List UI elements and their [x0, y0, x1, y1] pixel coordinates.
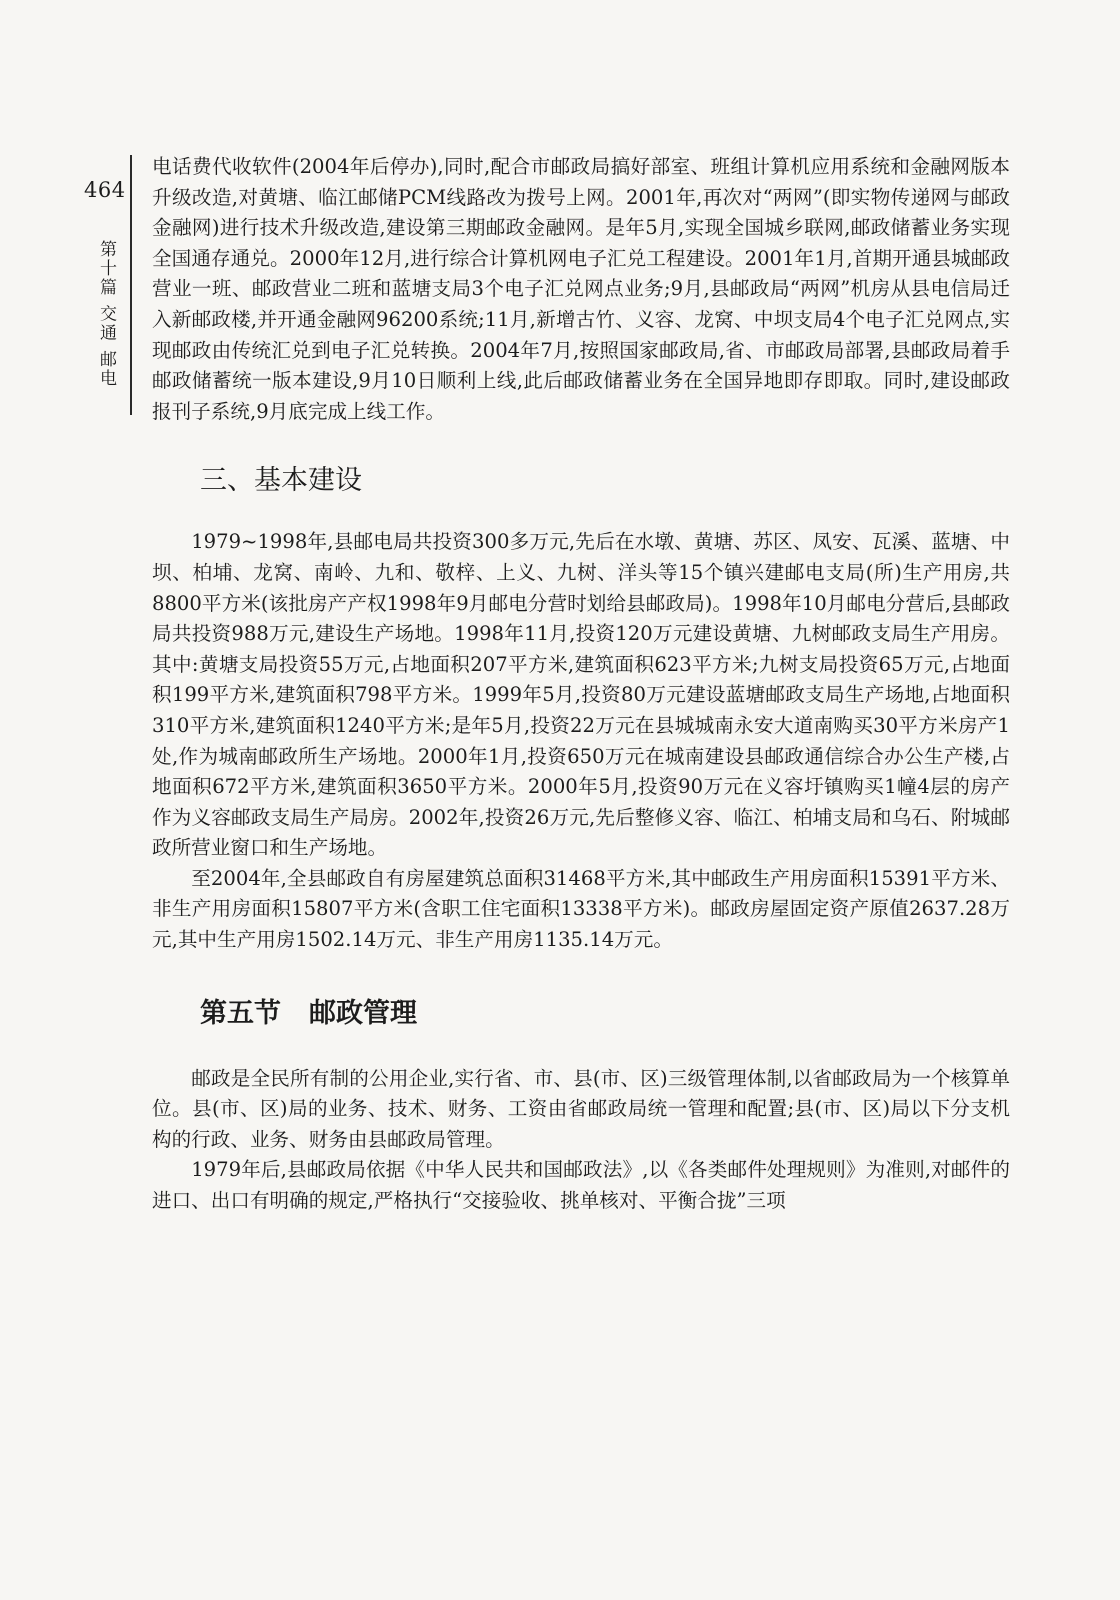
paragraph: 邮政是全民所有制的公用企业,实行省、市、县(市、区)三级管理体制,以省邮政局为一个核算单位。县(市、区)局的业务、技术、财务、工资由省邮政局统一管理和配置;县(市、区)局以下分支机构的行政、业务、财务由县邮政局管理。 [152, 1066, 1010, 1151]
chapter-heading-title: 邮政管理 [309, 997, 417, 1029]
paragraph-continued: 电话费代收软件(2004年后停办),同时,配合市邮政局搞好部室、班组计算机应用系统和金融网版本升级改造,对黄塘、临江邮储PCM线路改为拨号上网。2001年,再次对“两网”(即实物传递网与邮政金融网)进行技术升级改造,建设第三期邮政金融网。是年5月,实现全国城乡联网,邮政储蓄业务实现全国通存通兑。2000年12月,进行综合计算机网电子汇兑工程建设。2001年1月,首期开通县城邮政营业一班、邮政营业二班和蓝塘支局3个电子汇兑网点业务;9月,县邮政局“两网”机房从县电信局迁入新邮政楼,并开通金融网96200系统;11月,新增古竹、义容、龙窝、中坝支局4个电子汇兑网点,实现邮政由传统汇兑到电子汇兑转换。2004年7月,按照国家邮政局,省、市邮政局部署,县邮政局着手邮政储蓄统一版本建设,9月10日顺利上线,此后邮政储蓄业务在全国异地即存即取。同时,建设邮政报刊子系统,9月底完成上线工作。 [152, 155, 1010, 423]
chapter-heading [200, 998, 1010, 1030]
page-number: 464 [84, 178, 126, 202]
paragraph: 1979~1998年,县邮电局共投资300多万元,先后在水墩、黄塘、苏区、凤安、瓦溪、蓝塘、中坝、柏埔、龙窝、南岭、九和、敬梓、上义、九树、洋头等15个镇兴建邮电支局(所)生产用房,共8800平方米(该批房产产权1998年9月邮电分营时划给县邮政局)。1998年10月邮电分营后,县邮政局共投资988万元,建设生产场地。1998年11月,投资120万元建设黄塘、九树邮政支局生产用房。其中:黄塘支局投资55万元,占地面积207平方米,建筑面积623平方米;九树支局投资65万元,占地面积199平方米,建筑面积798平方米。1999年5月,投资80万元建设蓝塘邮政支局生产场地,占地面积310平方米,建筑面积1240平方米;是年5月,投资22万元在县城城南永安大道南购买30平方米房产1处,作为城南邮政所生产场地。2000年1月,投资650万元在城南建设县邮政通信综合办公生产楼,占地面积672平方米,建筑面积3650平方米。2000年5月,投资90万元在义容圩镇购买1幢4层的房产作为义容邮政支局生产局房。2002年,投资26万元,先后整修义容、临江、柏埔支局和乌石、附城邮政所营业窗口和生产场地。 [152, 530, 1010, 860]
running-title: 第十篇 交通 邮电 [96, 240, 116, 388]
chapter-heading-number: 第五节 [200, 997, 281, 1029]
page-content [152, 152, 1010, 1217]
paragraph: 至2004年,全县邮政自有房屋建筑总面积31468平方米,其中邮政生产用房面积15391平方米、非生产用房面积15807平方米(含职工住宅面积13338平方米)。邮政房屋固定资产原值2637.28万元,其中生产用房1502.14万元、非生产用房1135.14万元。 [152, 866, 1010, 952]
margin-rule [130, 155, 132, 415]
paragraph: 1979年后,县邮政局依据《中华人民共和国邮政法》,以《各类邮件处理规则》为准则,对邮件的进口、出口有明确的规定,严格执行“交接验收、挑单核对、平衡合拢”三项 [152, 1158, 1010, 1213]
section-heading: 三、基本建设 [200, 465, 362, 497]
